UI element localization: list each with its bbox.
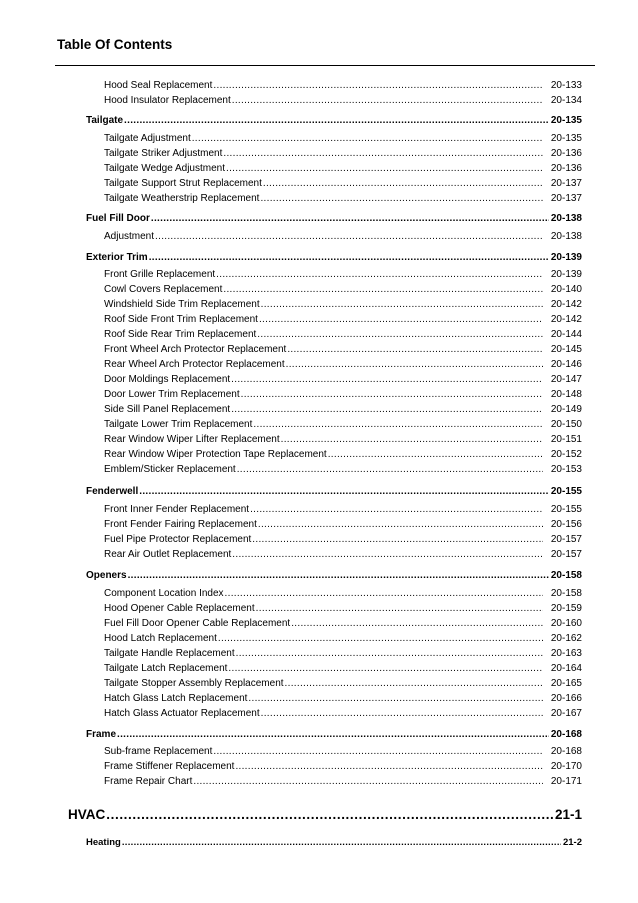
toc-entry-page: 20-135 bbox=[550, 133, 582, 144]
toc-section[interactable] bbox=[86, 115, 582, 126]
toc-entry-title: Roof Side Front Trim Replacement bbox=[104, 314, 258, 325]
toc-entry-title: Tailgate Stopper Assembly Replacement bbox=[104, 678, 284, 689]
dot-leader bbox=[232, 549, 543, 560]
toc-chapter[interactable] bbox=[68, 807, 582, 822]
toc-section-title: Frame bbox=[86, 729, 117, 740]
dot-leader bbox=[287, 344, 543, 355]
toc-entry-title: Hood Latch Replacement bbox=[104, 633, 217, 644]
toc-entry-page: 20-158 bbox=[550, 588, 582, 599]
toc-entry-title: Side Sill Panel Replacement bbox=[104, 404, 231, 415]
toc-entry-title: Tailgate Adjustment bbox=[104, 133, 191, 144]
dot-leader bbox=[260, 193, 542, 204]
toc-entry[interactable] bbox=[104, 163, 582, 174]
toc-entry[interactable] bbox=[104, 761, 582, 772]
dot-leader bbox=[236, 648, 543, 659]
toc-entry-title: Roof Side Rear Trim Replacement bbox=[104, 329, 257, 340]
dot-leader bbox=[223, 284, 542, 295]
toc-entry[interactable] bbox=[104, 693, 582, 704]
dot-leader bbox=[263, 178, 543, 189]
dot-leader bbox=[226, 163, 543, 174]
dot-leader bbox=[237, 464, 543, 475]
toc-entry-title: Hatch Glass Latch Replacement bbox=[104, 693, 248, 704]
toc-entry[interactable] bbox=[104, 133, 582, 144]
toc-entry[interactable] bbox=[104, 95, 582, 106]
dot-leader bbox=[128, 570, 549, 581]
dot-leader bbox=[213, 80, 542, 91]
dot-leader bbox=[122, 837, 561, 848]
toc-entry-title: Rear Air Outlet Replacement bbox=[104, 549, 232, 560]
dot-leader bbox=[235, 761, 542, 772]
toc-entry-title: Frame Repair Chart bbox=[104, 776, 193, 787]
dot-leader bbox=[225, 588, 543, 599]
dot-leader bbox=[151, 213, 549, 224]
toc-entry-page: 20-136 bbox=[550, 163, 582, 174]
toc-entry[interactable] bbox=[104, 464, 582, 475]
dot-leader bbox=[216, 269, 543, 280]
toc-entry[interactable] bbox=[104, 269, 582, 280]
toc-entry-page: 20-166 bbox=[550, 693, 582, 704]
toc-entry-page: 20-165 bbox=[550, 678, 582, 689]
toc-entry[interactable] bbox=[104, 663, 582, 674]
dot-leader bbox=[192, 133, 543, 144]
toc-entry-title: Fuel Pipe Protector Replacement bbox=[104, 534, 252, 545]
toc-entry[interactable] bbox=[104, 329, 582, 340]
toc-entry[interactable] bbox=[104, 344, 582, 355]
toc-entry-page: 20-149 bbox=[550, 404, 582, 415]
toc-section[interactable] bbox=[86, 837, 582, 848]
dot-leader bbox=[232, 95, 543, 106]
toc-entry-title: Windshield Side Trim Replacement bbox=[104, 299, 260, 310]
dot-leader bbox=[213, 746, 542, 757]
dot-leader bbox=[261, 708, 543, 719]
dot-leader bbox=[106, 807, 553, 822]
toc-entry-page: 20-150 bbox=[550, 419, 582, 430]
dot-leader bbox=[231, 404, 543, 415]
dot-leader bbox=[117, 729, 549, 740]
dot-leader bbox=[286, 359, 543, 370]
toc-entry[interactable] bbox=[104, 299, 582, 310]
toc-entry-page: 20-157 bbox=[550, 549, 582, 560]
toc-section-title: Openers bbox=[86, 570, 127, 581]
toc-entry[interactable] bbox=[104, 284, 582, 295]
toc-entry[interactable] bbox=[104, 80, 582, 91]
toc-entry-page: 20-137 bbox=[550, 178, 582, 189]
toc-entry-title: Component Location Index bbox=[104, 588, 224, 599]
dot-leader bbox=[259, 314, 543, 325]
toc-section-page: 20-138 bbox=[550, 213, 582, 224]
dot-leader bbox=[250, 504, 543, 515]
toc-entry-page: 20-168 bbox=[550, 746, 582, 757]
dot-leader bbox=[218, 633, 543, 644]
toc-chapter-page: 21-1 bbox=[554, 807, 582, 822]
toc-entry-page: 20-159 bbox=[550, 603, 582, 614]
dot-leader bbox=[261, 299, 543, 310]
dot-leader bbox=[155, 231, 543, 242]
toc-entry-page: 20-137 bbox=[550, 193, 582, 204]
toc-entry-page: 20-142 bbox=[550, 299, 582, 310]
toc-entry-title: Frame Stiffener Replacement bbox=[104, 761, 235, 772]
dot-leader bbox=[228, 663, 542, 674]
toc-entry-page: 20-163 bbox=[550, 648, 582, 659]
toc-entry-page: 20-134 bbox=[550, 95, 582, 106]
toc-section-title: Fenderwell bbox=[86, 486, 139, 497]
toc-entry[interactable] bbox=[104, 178, 582, 189]
toc-chapter-title: HVAC bbox=[68, 807, 106, 822]
dot-leader bbox=[193, 776, 543, 787]
toc-entry[interactable] bbox=[104, 648, 582, 659]
toc-entry-page: 20-140 bbox=[550, 284, 582, 295]
toc-entry-page: 20-167 bbox=[550, 708, 582, 719]
dot-leader bbox=[253, 419, 542, 430]
dot-leader bbox=[328, 449, 543, 460]
toc-section-title: Exterior Trim bbox=[86, 252, 148, 263]
toc-entry-title: Tailgate Wedge Adjustment bbox=[104, 163, 226, 174]
toc-entry-title: Front Fender Fairing Replacement bbox=[104, 519, 257, 530]
toc-entry-page: 20-136 bbox=[550, 148, 582, 159]
toc-entry[interactable] bbox=[104, 588, 582, 599]
toc-section[interactable] bbox=[86, 729, 582, 740]
toc-section-page: 20-158 bbox=[550, 570, 582, 581]
toc-entry-page: 20-151 bbox=[550, 434, 582, 445]
toc-entry-page: 20-148 bbox=[550, 389, 582, 400]
toc-entry-title: Fuel Fill Door Opener Cable Replacement bbox=[104, 618, 291, 629]
toc-entry-page: 20-170 bbox=[550, 761, 582, 772]
toc-entry[interactable] bbox=[104, 708, 582, 719]
dot-leader bbox=[139, 486, 549, 497]
toc-entry-title: Hood Opener Cable Replacement bbox=[104, 603, 255, 614]
dot-leader bbox=[231, 374, 543, 385]
toc-entry-page: 20-155 bbox=[550, 504, 582, 515]
toc-entry[interactable] bbox=[104, 549, 582, 560]
toc-entry-page: 20-164 bbox=[550, 663, 582, 674]
toc-entry-title: Tailgate Weatherstrip Replacement bbox=[104, 193, 260, 204]
toc-entry-page: 20-138 bbox=[550, 231, 582, 242]
toc-entry-page: 20-146 bbox=[550, 359, 582, 370]
dot-leader bbox=[291, 618, 543, 629]
toc-entry-title: Tailgate Latch Replacement bbox=[104, 663, 228, 674]
toc-section[interactable] bbox=[86, 570, 582, 581]
toc-entry-title: Tailgate Support Strut Replacement bbox=[104, 178, 262, 189]
toc-entry-title: Hatch Glass Actuator Replacement bbox=[104, 708, 260, 719]
dot-leader bbox=[257, 329, 543, 340]
toc-section-page: 20-168 bbox=[550, 729, 582, 740]
toc-section-page: 20-139 bbox=[550, 252, 582, 263]
toc-entry-page: 20-160 bbox=[550, 618, 582, 629]
toc-section[interactable] bbox=[86, 486, 582, 497]
toc-entry-title: Door Lower Trim Replacement bbox=[104, 389, 240, 400]
toc-entry-page: 20-147 bbox=[550, 374, 582, 385]
toc-entry[interactable] bbox=[104, 534, 582, 545]
toc-section-title: Fuel Fill Door bbox=[86, 213, 150, 224]
dot-leader bbox=[241, 389, 543, 400]
toc-entry[interactable] bbox=[104, 404, 582, 415]
dot-leader bbox=[223, 148, 542, 159]
toc-section-title: Heating bbox=[86, 837, 121, 848]
toc-entry[interactable] bbox=[104, 504, 582, 515]
toc-entry-title: Tailgate Striker Adjustment bbox=[104, 148, 223, 159]
toc-entry[interactable] bbox=[104, 231, 582, 242]
dot-leader bbox=[124, 115, 549, 126]
toc-entry[interactable] bbox=[104, 434, 582, 445]
toc-entry-page: 20-142 bbox=[550, 314, 582, 325]
toc-section[interactable] bbox=[86, 213, 582, 224]
toc-entry[interactable] bbox=[104, 746, 582, 757]
toc-entry[interactable] bbox=[104, 618, 582, 629]
toc-entry-title: Tailgate Handle Replacement bbox=[104, 648, 235, 659]
toc-entry-page: 20-144 bbox=[550, 329, 582, 340]
toc-section-page: 20-135 bbox=[550, 115, 582, 126]
toc-entry-page: 20-145 bbox=[550, 344, 582, 355]
dot-leader bbox=[256, 603, 543, 614]
toc-entry[interactable] bbox=[104, 519, 582, 530]
dot-leader bbox=[149, 252, 549, 263]
toc-entry-title: Tailgate Lower Trim Replacement bbox=[104, 419, 253, 430]
toc-entry-page: 20-139 bbox=[550, 269, 582, 280]
toc-entry[interactable] bbox=[104, 148, 582, 159]
page-title: Table Of Contents bbox=[57, 37, 173, 52]
toc-entry-title: Door Moldings Replacement bbox=[104, 374, 231, 385]
toc-entry-title: Rear Window Wiper Lifter Replacement bbox=[104, 434, 280, 445]
toc-entry-page: 20-171 bbox=[550, 776, 582, 787]
toc-section[interactable] bbox=[86, 252, 582, 263]
toc-entry-title: Front Inner Fender Replacement bbox=[104, 504, 250, 515]
toc-entry-title: Adjustment bbox=[104, 231, 155, 242]
toc-entry-title: Cowl Covers Replacement bbox=[104, 284, 223, 295]
toc-entry[interactable] bbox=[104, 359, 582, 370]
toc-entry[interactable] bbox=[104, 389, 582, 400]
toc-entry-title: Hood Insulator Replacement bbox=[104, 95, 231, 106]
toc-entry-title: Front Grille Replacement bbox=[104, 269, 216, 280]
dot-leader bbox=[285, 678, 543, 689]
toc-entry[interactable] bbox=[104, 449, 582, 460]
toc-entry[interactable] bbox=[104, 374, 582, 385]
dot-leader bbox=[258, 519, 543, 530]
toc-entry[interactable] bbox=[104, 314, 582, 325]
dot-leader bbox=[252, 534, 543, 545]
toc-section-title: Tailgate bbox=[86, 115, 124, 126]
toc-entry[interactable] bbox=[104, 603, 582, 614]
toc-entry-page: 20-156 bbox=[550, 519, 582, 530]
toc-entry[interactable] bbox=[104, 633, 582, 644]
dot-leader bbox=[248, 693, 542, 704]
toc-entry-title: Front Wheel Arch Protector Replacement bbox=[104, 344, 287, 355]
toc-entry-page: 20-162 bbox=[550, 633, 582, 644]
toc-entry[interactable] bbox=[104, 419, 582, 430]
toc-entry-page: 20-152 bbox=[550, 449, 582, 460]
toc-entry-title: Rear Window Wiper Protection Tape Replacement bbox=[104, 449, 327, 460]
toc-entry[interactable] bbox=[104, 776, 582, 787]
toc-entry[interactable] bbox=[104, 193, 582, 204]
toc-entry-page: 20-133 bbox=[550, 80, 582, 91]
dot-leader bbox=[281, 434, 543, 445]
toc-section-page: 20-155 bbox=[550, 486, 582, 497]
toc-entry[interactable] bbox=[104, 678, 582, 689]
toc-entry-page: 20-153 bbox=[550, 464, 582, 475]
toc-entry-title: Rear Wheel Arch Protector Replacement bbox=[104, 359, 285, 370]
toc-entry-title: Hood Seal Replacement bbox=[104, 80, 213, 91]
toc-section-page: 21-2 bbox=[562, 837, 582, 848]
toc-entry-page: 20-157 bbox=[550, 534, 582, 545]
toc-entry-title: Sub-frame Replacement bbox=[104, 746, 213, 757]
toc-entry-title: Emblem/Sticker Replacement bbox=[104, 464, 236, 475]
